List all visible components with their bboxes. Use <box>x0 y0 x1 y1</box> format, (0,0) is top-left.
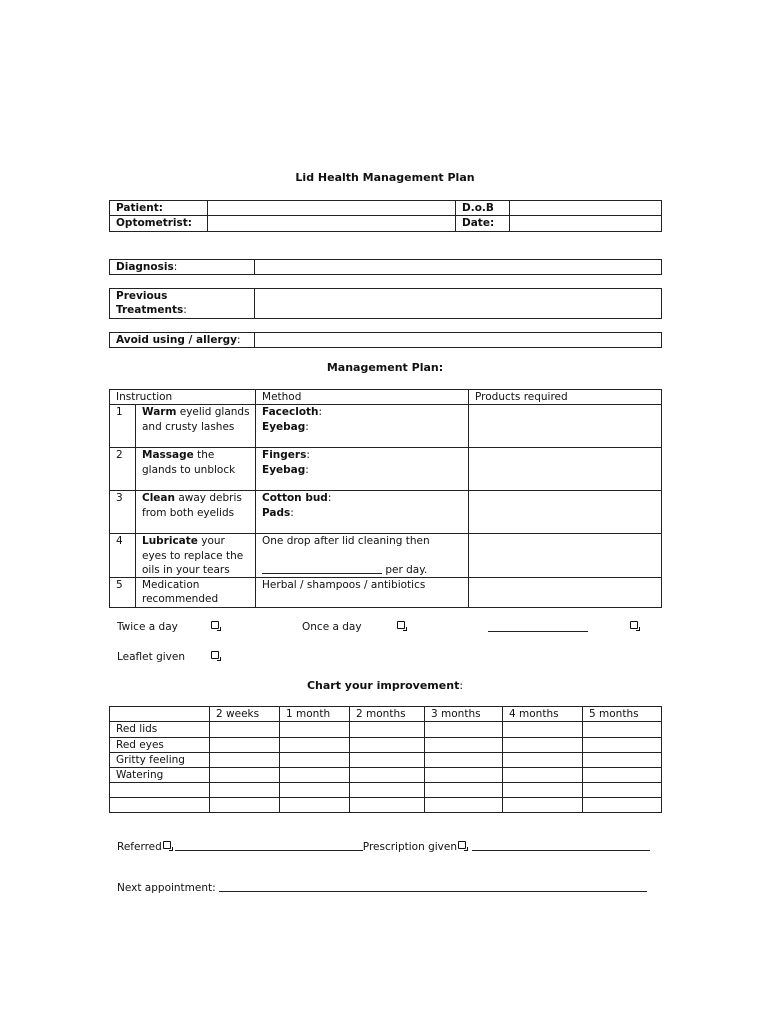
score-cell[interactable] <box>583 783 662 798</box>
once-a-day-label: Once a day <box>302 621 362 633</box>
products-field[interactable] <box>469 534 662 578</box>
other-frequency-blank[interactable] <box>488 621 588 634</box>
allergy-label-cell <box>110 333 255 348</box>
previous-colon: : <box>183 304 187 317</box>
prescription-label: Prescription given <box>362 841 457 853</box>
allergy-field[interactable] <box>255 333 662 348</box>
score-cell[interactable] <box>350 783 425 798</box>
referred-label: Referred <box>117 841 162 853</box>
date-field[interactable] <box>510 216 662 231</box>
score-cell[interactable] <box>350 752 425 767</box>
score-cell[interactable] <box>425 783 503 798</box>
column-header: 1 month <box>280 707 350 722</box>
score-cell[interactable] <box>280 783 350 798</box>
method-colon: : <box>318 406 323 419</box>
score-cell[interactable] <box>583 752 662 767</box>
row-number: 5 <box>110 578 136 608</box>
referred-checkbox[interactable] <box>163 841 171 849</box>
score-cell[interactable] <box>350 768 425 783</box>
score-cell[interactable] <box>583 737 662 752</box>
allergy-label: Avoid using / allergy <box>116 334 237 346</box>
column-header: 4 months <box>503 707 583 722</box>
checkbox-icon <box>397 621 405 629</box>
referred-blank[interactable] <box>175 840 363 851</box>
page-title: Lid Health Management Plan <box>295 171 475 184</box>
row-number: 2 <box>110 448 136 491</box>
method-item: Eyebag <box>262 420 306 433</box>
patient-label: Patient: <box>110 201 208 216</box>
instruction-cell: Medication recommended <box>136 578 256 608</box>
instruction-text: the glands to unblock <box>142 449 236 476</box>
method-item: Pads <box>262 506 291 519</box>
score-cell[interactable] <box>210 798 280 813</box>
column-header: 3 months <box>425 707 503 722</box>
row-label: Red eyes <box>110 737 210 752</box>
instruction-keyword: Massage <box>142 449 194 462</box>
score-cell[interactable] <box>350 798 425 813</box>
row-label[interactable] <box>110 798 210 813</box>
chart-improvement-title: Chart your improvement <box>306 679 460 692</box>
next-appointment-line <box>117 881 647 894</box>
method-colon: : <box>305 463 309 476</box>
instruction-text: away debris from both eyelids <box>142 492 242 519</box>
method-header: Method <box>256 390 469 405</box>
method-cell <box>256 448 469 491</box>
once-a-day-checkbox[interactable] <box>396 621 405 633</box>
method-cell <box>256 405 469 448</box>
management-plan-table <box>109 389 662 608</box>
instruction-keyword: Clean <box>142 492 175 505</box>
row-label: Red lids <box>110 722 210 737</box>
score-cell[interactable] <box>280 752 350 767</box>
optometrist-label: Optometrist: <box>110 216 208 231</box>
score-cell[interactable] <box>280 768 350 783</box>
next-appointment-blank[interactable] <box>219 881 647 892</box>
date-label: Date: <box>456 216 510 231</box>
score-cell[interactable] <box>425 752 503 767</box>
score-cell[interactable] <box>280 737 350 752</box>
score-cell[interactable] <box>503 798 583 813</box>
row-number: 4 <box>110 534 136 578</box>
score-cell[interactable] <box>503 752 583 767</box>
column-header: 5 months <box>583 707 662 722</box>
prescription-blank[interactable] <box>472 840 650 851</box>
method-cell <box>256 534 469 578</box>
chart-improvement-colon: : <box>459 679 464 692</box>
score-cell[interactable] <box>583 722 662 737</box>
score-cell[interactable] <box>425 798 503 813</box>
improvement-table <box>109 706 662 813</box>
method-item: Facecloth <box>262 406 319 419</box>
management-plan-heading: Management Plan: <box>326 361 444 374</box>
instruction-cell <box>136 491 256 534</box>
method-colon: : <box>306 449 310 462</box>
score-cell[interactable] <box>425 722 503 737</box>
method-colon: : <box>305 420 309 433</box>
score-cell[interactable] <box>210 783 280 798</box>
column-header: 2 months <box>350 707 425 722</box>
diagnosis-colon: : <box>173 261 178 273</box>
twice-a-day-label: Twice a day <box>117 621 178 633</box>
leaflet-given-checkbox[interactable] <box>210 651 219 663</box>
checkbox-icon <box>211 651 219 659</box>
score-cell[interactable] <box>280 722 350 737</box>
score-cell[interactable] <box>350 737 425 752</box>
instruction-cell <box>136 448 256 491</box>
referral-line <box>117 840 650 853</box>
score-cell[interactable] <box>583 768 662 783</box>
instruction-keyword: Warm <box>142 406 177 419</box>
score-cell[interactable] <box>210 752 280 767</box>
products-header: Products required <box>469 390 662 405</box>
method-item: Eyebag <box>262 463 306 476</box>
corner-cell <box>110 707 210 722</box>
instruction-text: your eyes to replace the oils in your tears <box>142 535 244 576</box>
method-text: per day. <box>385 563 428 576</box>
table-row <box>110 768 662 783</box>
diagnosis-table <box>109 259 662 275</box>
table-row <box>110 722 662 737</box>
blank-line <box>488 621 588 632</box>
row-number: 1 <box>110 405 136 448</box>
score-cell[interactable] <box>350 722 425 737</box>
score-cell[interactable] <box>425 737 503 752</box>
patient-info-table <box>109 200 662 232</box>
dob-field[interactable] <box>510 201 662 216</box>
row-label[interactable] <box>110 783 210 798</box>
previous-treatments-field[interactable] <box>255 289 662 319</box>
score-cell[interactable] <box>210 737 280 752</box>
score-cell[interactable] <box>503 768 583 783</box>
method-item: Cotton bud <box>262 492 328 505</box>
column-header: 2 weeks <box>210 707 280 722</box>
diagnosis-label: Diagnosis <box>116 261 174 273</box>
score-cell[interactable] <box>210 768 280 783</box>
products-field[interactable] <box>469 491 662 534</box>
products-field[interactable] <box>469 448 662 491</box>
method-item: Fingers <box>262 449 307 462</box>
patient-field[interactable] <box>208 201 456 216</box>
score-cell[interactable] <box>280 798 350 813</box>
allergy-colon: : <box>237 334 241 346</box>
row-label: Gritty feeling <box>110 752 210 767</box>
previous-label-line1: Previous <box>116 290 168 302</box>
diagnosis-field[interactable] <box>255 260 662 275</box>
previous-label-cell <box>110 289 255 319</box>
method-colon: : <box>327 492 332 505</box>
products-field[interactable] <box>469 405 662 448</box>
instruction-text: eyelid glands and crusty lashes <box>142 406 250 433</box>
method-cell: Herbal / shampoos / antibiotics <box>256 578 469 608</box>
allergy-table <box>109 332 662 348</box>
score-cell[interactable] <box>210 722 280 737</box>
prescription-checkbox[interactable] <box>458 841 466 849</box>
instruction-header: Instruction <box>110 390 256 405</box>
score-cell[interactable] <box>503 783 583 798</box>
score-cell[interactable] <box>503 722 583 737</box>
chart-improvement-heading <box>0 679 770 692</box>
row-label: Watering <box>110 768 210 783</box>
row-number: 3 <box>110 491 136 534</box>
checkbox-icon <box>211 621 219 629</box>
previous-treatments-table <box>109 288 662 319</box>
instruction-keyword: Lubricate <box>142 535 198 548</box>
twice-a-day-checkbox[interactable] <box>210 621 219 633</box>
table-row <box>110 737 662 752</box>
instruction-cell <box>136 534 256 578</box>
products-field[interactable] <box>469 578 662 608</box>
optometrist-field[interactable] <box>208 216 456 231</box>
instruction-cell <box>136 405 256 448</box>
leaflet-given-label: Leaflet given <box>117 651 185 663</box>
method-colon: : <box>290 506 294 519</box>
table-row <box>110 798 662 813</box>
method-text: One drop after lid cleaning then <box>262 535 430 548</box>
checkbox-icon <box>630 621 638 629</box>
next-appointment-label: Next appointment: <box>117 882 216 894</box>
table-row <box>110 752 662 767</box>
table-row <box>110 783 662 798</box>
method-cell <box>256 491 469 534</box>
score-cell[interactable] <box>583 798 662 813</box>
other-frequency-checkbox[interactable] <box>629 621 638 633</box>
drops-blank[interactable] <box>262 563 382 574</box>
score-cell[interactable] <box>425 768 503 783</box>
dob-label: D.o.B <box>456 201 510 216</box>
diagnosis-label-cell <box>110 260 255 275</box>
score-cell[interactable] <box>503 737 583 752</box>
previous-label-line2: Treatments <box>116 304 184 317</box>
